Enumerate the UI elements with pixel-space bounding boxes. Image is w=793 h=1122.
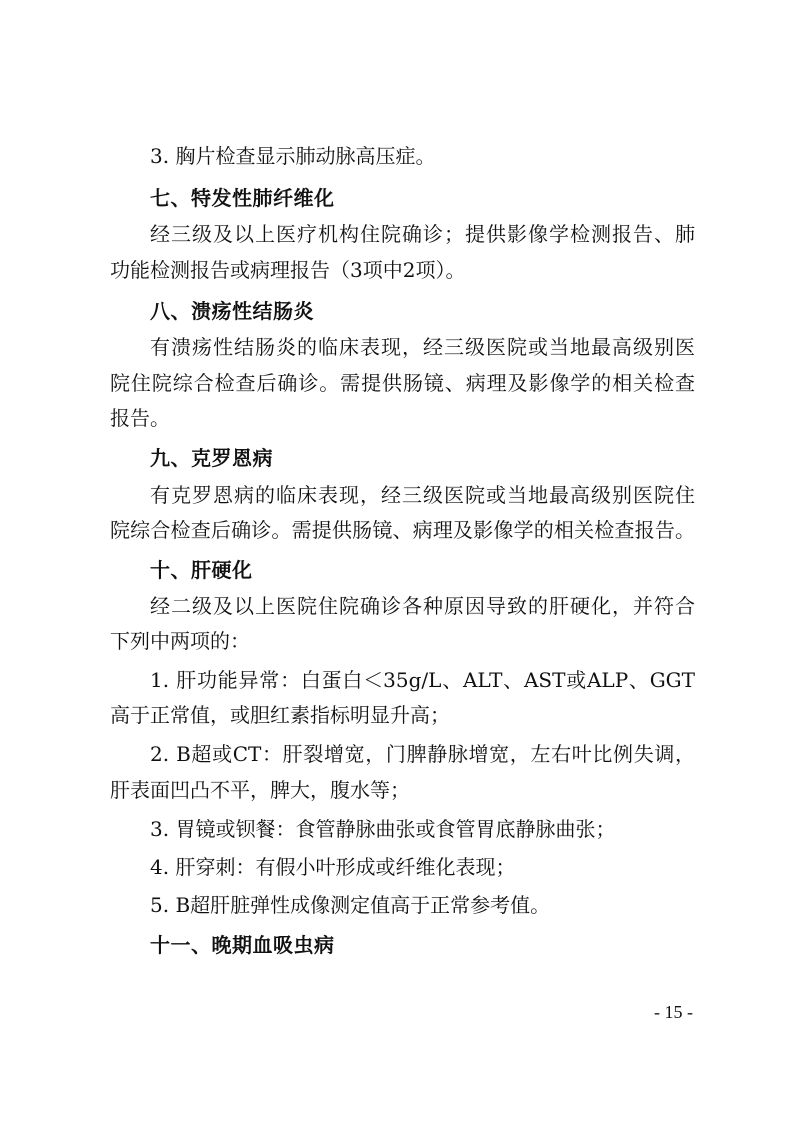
page-number: - 15 - [654, 1002, 693, 1022]
paragraph-line: 有克罗恩病的临床表现，经三级医院或当地最高级别医院住 [150, 483, 695, 507]
paragraph-line: 经二级及以上医院住院确诊各种原因导致的肝硬化，并符合 [150, 594, 695, 618]
paragraph-line: 高于正常值，或胆红素指标明显升高； [110, 703, 450, 727]
paragraph-line: 院住院综合检查后确诊。需提供肠镜、病理及影像学的相关检查 [110, 371, 695, 395]
paragraph-line: 报告。 [110, 406, 170, 430]
list-item-gastroscopy: 3. 胃镜或钡餐：食管静脉曲张或食管胃底静脉曲张； [150, 817, 616, 841]
paragraph-line: 经三级及以上医疗机构住院确诊；提供影像学检测报告、肺 [150, 222, 695, 246]
section-heading-9: 九、克罗恩病 [150, 446, 273, 470]
list-item-elastography: 5. B超肝脏弹性成像测定值高于正常参考值。 [150, 893, 551, 917]
list-item-chest-xray: 3. 胸片检查显示肺动脉高压症。 [150, 144, 436, 168]
paragraph-line: 下列中两项的： [110, 629, 250, 653]
section-heading-11: 十一、晚期血吸虫病 [150, 933, 335, 957]
paragraph-line: 有溃疡性结肠炎的临床表现，经三级医院或当地最高级别医 [150, 335, 695, 359]
section-heading-7: 七、特发性肺纤维化 [150, 186, 335, 210]
list-item-liver-biopsy: 4. 肝穿刺：有假小叶形成或纤维化表现； [150, 855, 516, 879]
paragraph-line: 肝表面凹凸不平，脾大，腹水等； [110, 778, 410, 802]
paragraph-line: 院综合检查后确诊。需提供肠镜、病理及影像学的相关检查报告。 [110, 518, 695, 542]
list-item-liver-function: 1. 肝功能异常：白蛋白＜35g/L、ALT、AST或ALP、GGT [150, 668, 695, 692]
list-item-ultrasound-ct: 2. B超或CT：肝裂增宽，门脾静脉增宽，左右叶比例失调， [150, 742, 695, 766]
section-heading-10: 十、肝硬化 [150, 558, 253, 582]
paragraph-line: 功能检测报告或病理报告（3项中2项）。 [110, 258, 466, 282]
section-heading-8: 八、溃疡性结肠炎 [150, 299, 314, 323]
